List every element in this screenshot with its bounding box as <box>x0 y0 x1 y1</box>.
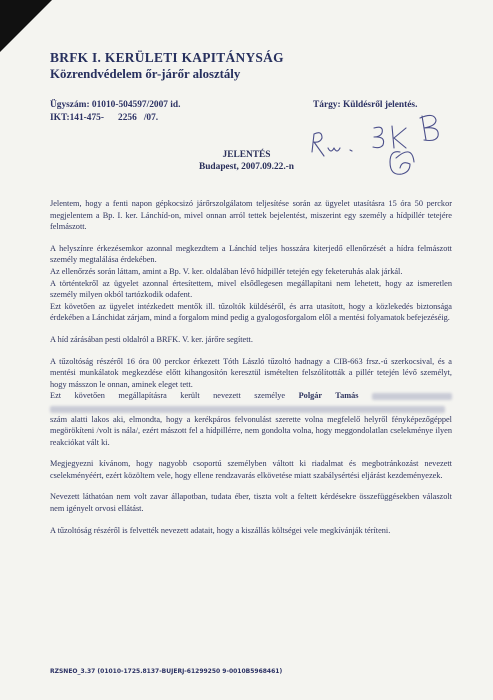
paragraph: A tűzoltóság részéről is felvették nevezett adatait, hogy a kiszállás költségei vele megkívánják téríteni. <box>50 525 391 535</box>
corner-mark <box>0 0 52 52</box>
subject-line: Tárgy: Küldésről jelentés. <box>313 100 418 110</box>
paragraph <box>50 390 452 448</box>
ikt-number: IKT:141-475- 2256 /07. <box>50 113 159 123</box>
paragraph: A történtekről az ügyelet azonnal értesítettem, mivel elsődlegesen megállapítani nem lehetett, hogy az ismeretlen személy milyen okból tartózkodik odafent. <box>50 278 452 300</box>
paragraph: Ezt követően az ügyelet intézkedett mentők ill. tűzoltók küldéséről, és arra utasított, hogy a közlekedés biztonsága érdekében a Lánchidat zárjam, mind a forgalom mind pedig a gyalogosforgalom elől a mentési folyamatok befejezéséig. <box>50 301 452 323</box>
unit-name: Közrendvédelem őr-járőr alosztály <box>50 67 241 81</box>
paragraph: A helyszínre érkezésemkor azonnal megkezdtem a Lánchíd teljes hosszára kiterjedő ellenőrzését a hídra felmászott személy megtalálása érdekében. <box>50 243 452 265</box>
person-name: Polgár Tamás <box>298 391 359 401</box>
handwriting-text: Rw. BKK B <box>300 112 305 113</box>
paragraph: Az ellenőrzés során láttam, amint a Bp. V. ker. oldalában lévő hídpillér tetején egy feketeruhás alak járkál. <box>50 266 403 276</box>
doc-title: JELENTÉS <box>222 150 271 160</box>
redacted-block <box>50 406 445 413</box>
redacted-block <box>372 393 452 400</box>
statement-text: szám alatti lakos aki, elmondta, hogy a kerékpáros felvonulást szerette volna megfelelő helyről fényképezőgéppel megörökíteni /volt is nála/, ezért mászott fel a hídpillérre, nem gondolta volna, hogy meggondolatlan cselekménye ilyen reakciókat vált ki. <box>50 414 452 447</box>
identification-text: Ezt követően megállapításra került nevezett személye <box>50 391 286 401</box>
org-name: BRFK I. KERÜLETI KAPITÁNYSÁG <box>50 50 284 65</box>
doc-dateline: Budapest, 2007.09.22.-n <box>198 162 295 172</box>
paragraph: Megjegyezni kívánom, hogy nagyobb csoportú személyben váltott ki riadalmat és megbotránkozást nevezett cselekményéért, ezért közöltem vele, hogy ellene rendzavarás elkövetése miatt szabálysértési eljárást kezdeményezek. <box>50 459 452 480</box>
paragraph: A híd zárásában pesti oldalról a BRFK. V. ker. járőre segített. <box>50 334 253 344</box>
paragraph: A tűzoltóság részéről 16 óra 00 perckor érkezett Tóth László tűzoltó hadnagy a CIB-663 frsz.-ú szerkocsival, és a mentési munkálatok megkezdése előtt kihangosítón keresztül ismételten felszólították a pillér tetején lévő személyt, hogy másszon le onnan, aminek eleget tett. <box>50 356 452 389</box>
footer-code: RZSNEO_3.37 (01010-1725.8137-BUJERJ-61299250 9-0010B5968461) <box>50 668 283 675</box>
paragraph: Jelentem, hogy a fenti napon gépkocsizó járőrszolgálatom teljesítése során az ügyelet utasításra 15 óra 50 perckor megjelentem a Bp. I. ker. Lánchíd-on, mivel onnan arról tettek bejelentést, miszerint egy személy a hídpillér tetejére felmászott. <box>50 199 452 232</box>
paragraph: Nevezett láthatóan nem volt zavar állapotban, tudata éber, tiszta volt a feltett kérdésekre összefüggésekben válaszolt nem igényelt orvosi ellátást. <box>50 492 452 514</box>
report-body <box>50 198 452 536</box>
case-number: Ügyszám: 01010-504597/2007 id. <box>50 100 181 110</box>
